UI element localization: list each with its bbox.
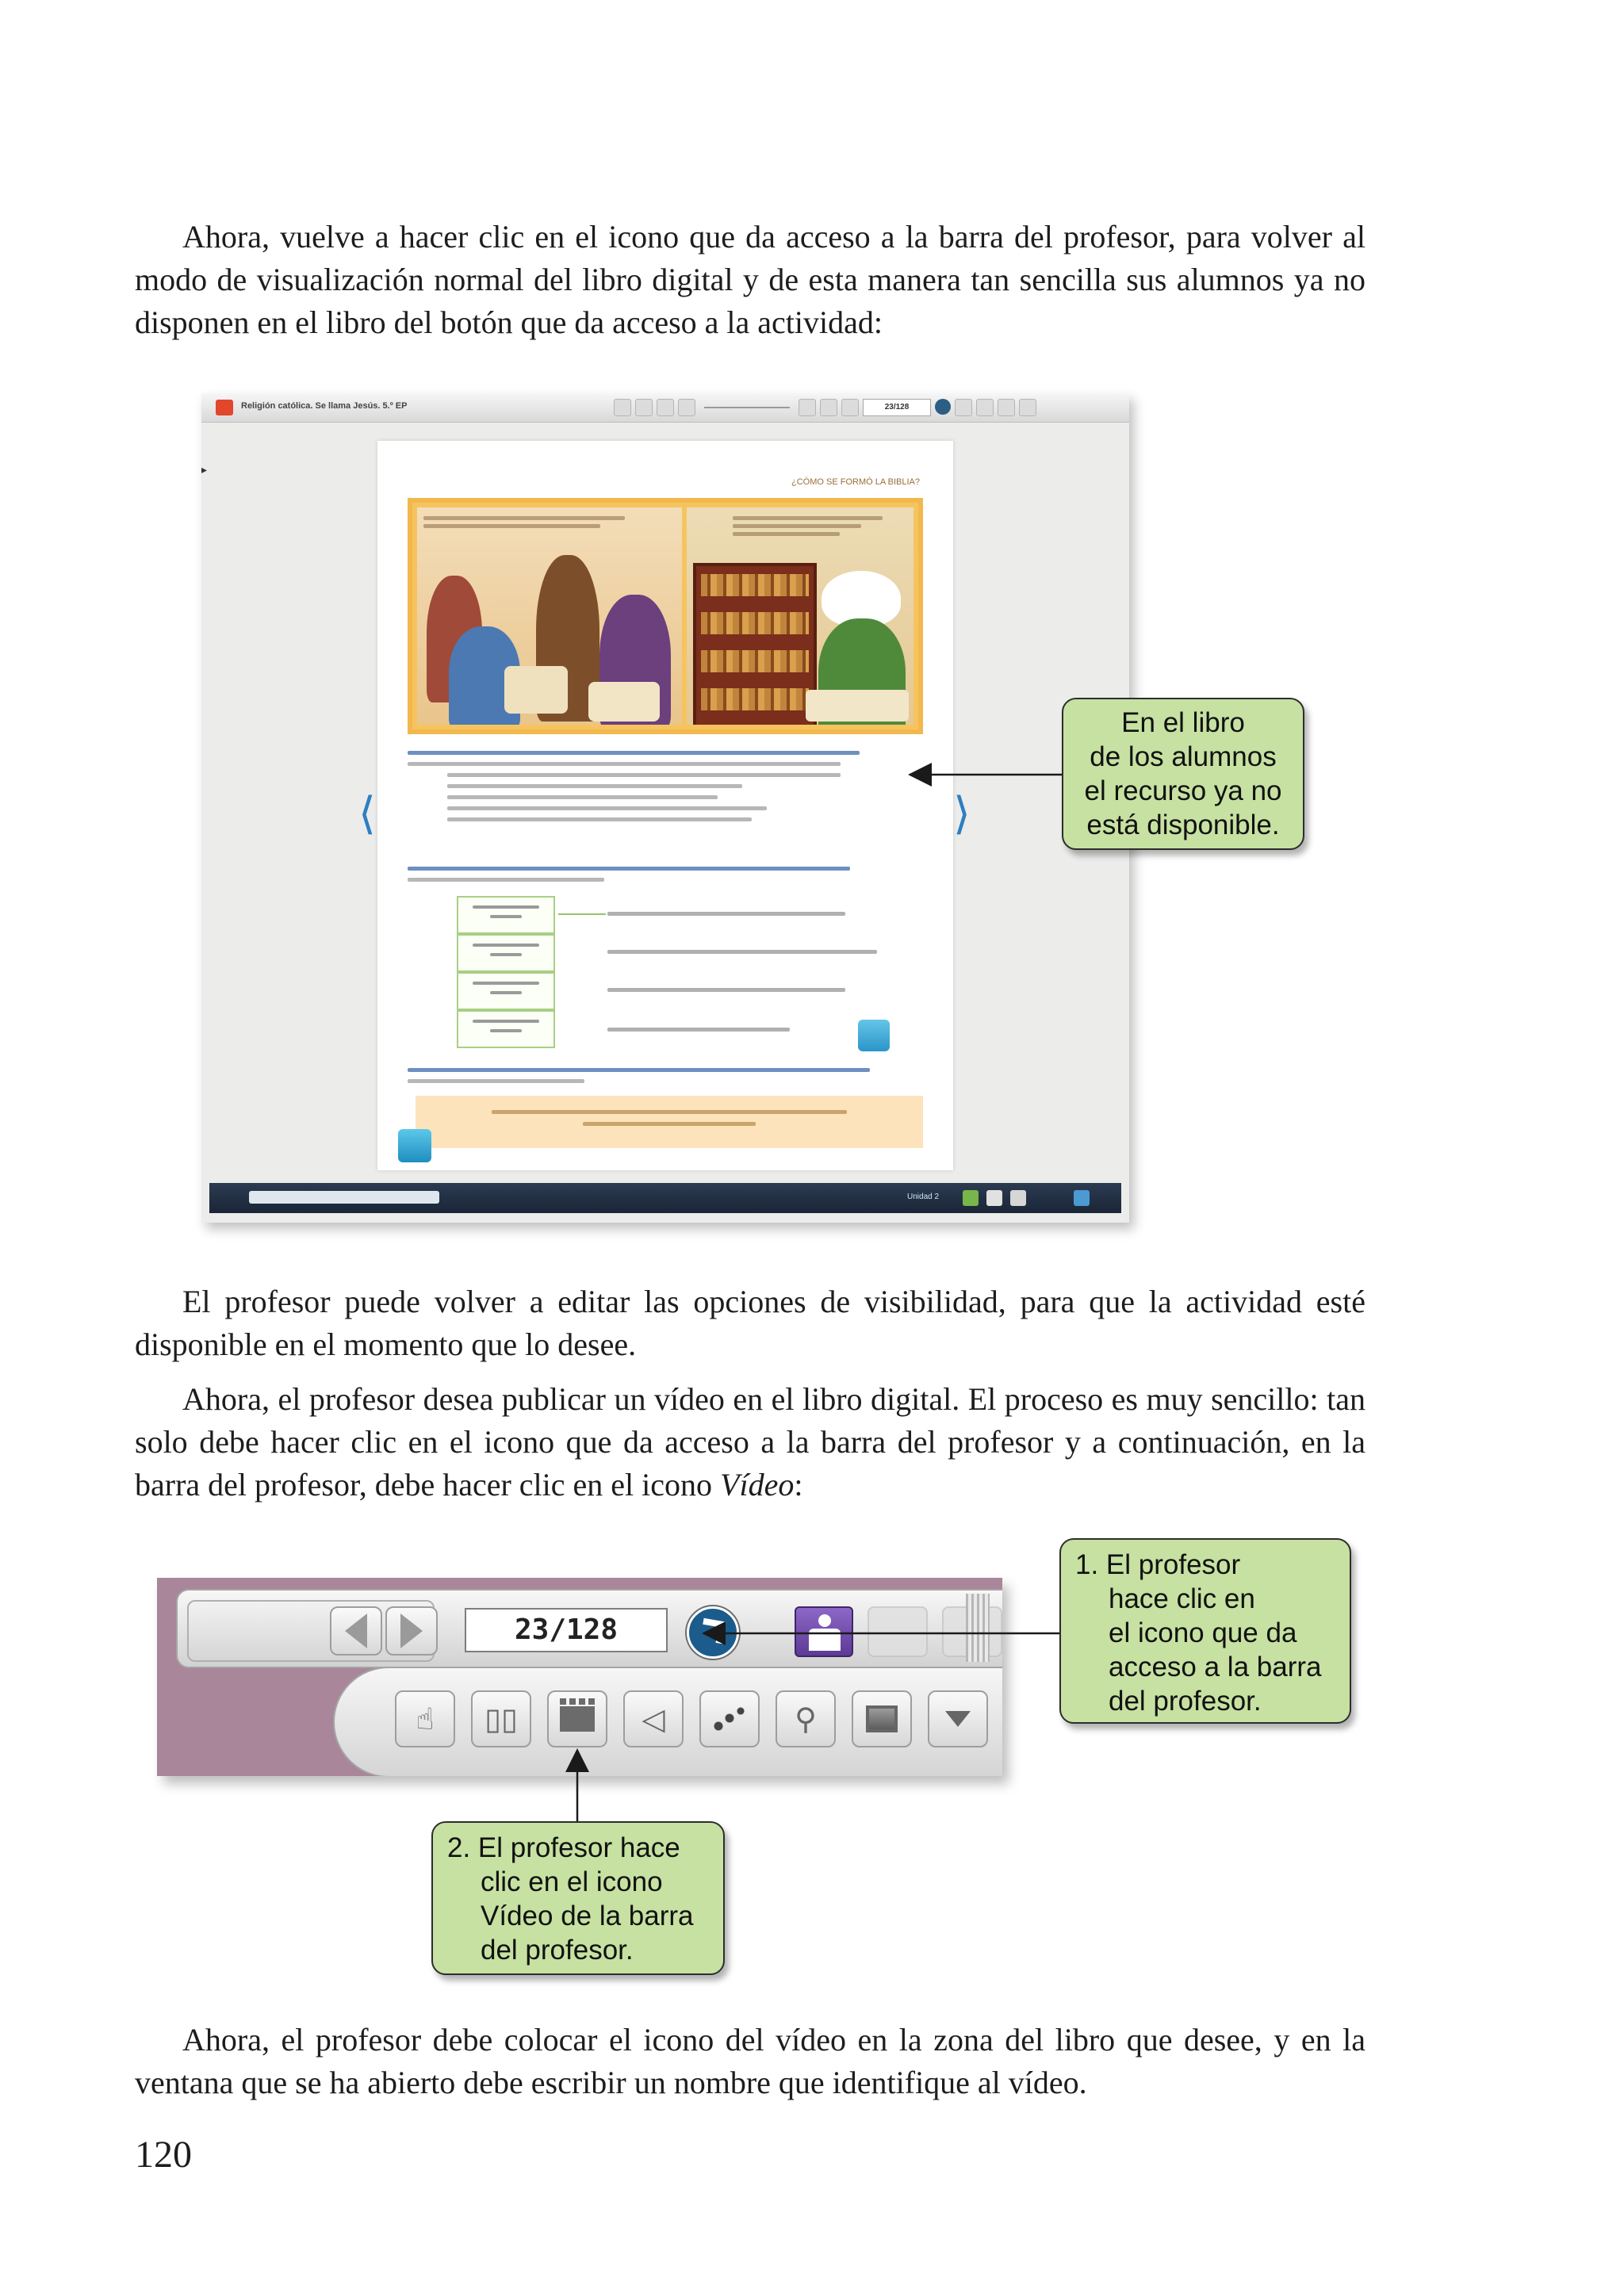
callout-line: 2. El profesor hace [447, 1832, 680, 1863]
toolbar-buttons [614, 399, 1036, 416]
previous-page-arrow-icon[interactable]: ⟨ [358, 788, 376, 840]
callout-line: En el libro [1121, 707, 1245, 738]
teacher-bar-button[interactable] [795, 1606, 853, 1657]
paragraph-end: : [794, 1467, 803, 1503]
digital-book-screenshot [201, 393, 1129, 1223]
callout-line: del profesor. [1109, 1686, 1262, 1717]
notes-icon[interactable] [1010, 1190, 1026, 1206]
thumbnails-icon[interactable] [635, 399, 653, 416]
activity-1-text [408, 744, 899, 829]
paragraph-text: Ahora, el profesor desea publicar un vídeo en el libro digital. El proceso es muy sencillo: tan solo debe hacer clic en el icono que da acceso a la barra del profesor y a continuación, en la barra del profesor, debe hacer clic en el icono [135, 1381, 1365, 1503]
next-page-button[interactable] [385, 1606, 438, 1656]
pencil-icon[interactable] [976, 399, 994, 416]
page-indicator[interactable]: 23/128 [863, 399, 931, 416]
previous-page-icon[interactable] [820, 399, 837, 416]
teacher-toolbar-screenshot [157, 1578, 1002, 1776]
video-icon[interactable] [547, 1690, 607, 1748]
magnifier-icon[interactable]: ⚲ [776, 1690, 836, 1748]
illustration-panel-library [687, 507, 914, 725]
fullscreen-icon[interactable] [998, 399, 1015, 416]
callout-line: acceso a la barra [1109, 1652, 1322, 1682]
callout-line: clic en el icono [481, 1866, 663, 1897]
go-to-page-icon[interactable] [935, 399, 951, 415]
side-arrow-icon[interactable]: ▸ [201, 463, 208, 476]
page-heading: ¿CÓMO SE FORMÓ LA BIBLIA? [791, 477, 920, 487]
callout-line: del profesor. [481, 1935, 634, 1966]
summary-note [416, 1096, 923, 1148]
settings-icon[interactable] [1019, 399, 1036, 416]
bible-illustration [408, 498, 923, 734]
callout-resource-unavailable [1062, 698, 1304, 850]
toolbar-grip[interactable] [966, 1594, 990, 1662]
book-top-toolbar [201, 393, 1129, 423]
hand-icon[interactable]: ☝ [395, 1690, 455, 1748]
image-icon[interactable] [852, 1690, 912, 1748]
arrow-right-icon [400, 1614, 423, 1648]
illustration-panel-scribes [417, 507, 682, 725]
expand-icon[interactable] [1074, 1190, 1090, 1206]
activity-2-text [408, 859, 899, 889]
paragraph-intro: Ahora, vuelve a hacer clic en el icono que da acceso a la barra del profesor, para volver al modo de visualización normal del libro digital y de esta manera tan sencilla sus alumnos ya no disponen en el libro del botón que da acceso a la actividad: [135, 219, 1365, 340]
download-icon[interactable] [928, 1690, 988, 1748]
print-icon[interactable] [657, 399, 674, 416]
zoom-in-icon[interactable] [799, 399, 816, 416]
hidden-resource-icon[interactable] [858, 1020, 890, 1051]
magnifier-icon[interactable] [398, 1129, 431, 1162]
video-word: Vídeo [720, 1467, 795, 1503]
paragraph-publish-video [135, 1378, 1365, 1506]
pencil-tool-icon[interactable] [963, 1190, 979, 1206]
paragraph-place-video: Ahora, el profesor debe colocar el icono del vídeo en la zona del libro que desee, y en la ventana que se ha abierto debe escribir un nombre que identifique al vídeo. [135, 2022, 1365, 2100]
activity-3-text [408, 1061, 899, 1090]
callout-step-2 [431, 1821, 725, 1975]
book-title: Religión católica. Se llama Jesús. 5.º EP [241, 401, 408, 411]
teacher-icon [818, 1614, 831, 1627]
book-icon[interactable]: ▯▯ [471, 1690, 531, 1748]
bottom-bar-tab[interactable] [249, 1191, 439, 1204]
page-number: 120 [135, 2134, 192, 2176]
next-page-arrow-icon[interactable]: ⟩ [953, 788, 971, 840]
paragraph-visibility: El profesor puede volver a editar las opciones de visibilidad, para que la actividad esté disponible en el momento que lo desee. [135, 1284, 1365, 1362]
unit-label: Unidad 2 [907, 1192, 940, 1201]
book-bottom-bar [209, 1183, 1121, 1213]
callout-line: el icono que da [1109, 1617, 1297, 1648]
index-icon[interactable] [614, 399, 631, 416]
callout-line: hace clic en [1109, 1583, 1255, 1614]
audio-icon[interactable]: ◁ [623, 1690, 684, 1748]
callout-line: 1. El profesor [1075, 1549, 1241, 1580]
callout-line: el recurso ya no [1084, 775, 1282, 806]
pencil-icon[interactable] [868, 1606, 928, 1657]
go-to-page-icon[interactable] [687, 1606, 739, 1659]
page-indicator[interactable]: 23/128 [465, 1608, 668, 1652]
callout-step-1 [1059, 1538, 1351, 1724]
document-icon[interactable] [986, 1190, 1002, 1206]
zoom-out-icon[interactable] [678, 399, 695, 416]
link-dots-icon[interactable] [699, 1690, 760, 1748]
book-page [377, 441, 953, 1170]
next-page-icon[interactable] [841, 399, 859, 416]
zoom-slider[interactable] [699, 399, 795, 415]
callout-line: de los alumnos [1090, 741, 1277, 772]
callout-line: Vídeo de la barra [481, 1901, 694, 1931]
publisher-logo [216, 400, 233, 415]
home-icon[interactable] [955, 399, 972, 416]
arrow-left-icon [345, 1614, 367, 1648]
callout-line: está disponible. [1086, 810, 1280, 840]
previous-page-button[interactable] [330, 1606, 382, 1656]
